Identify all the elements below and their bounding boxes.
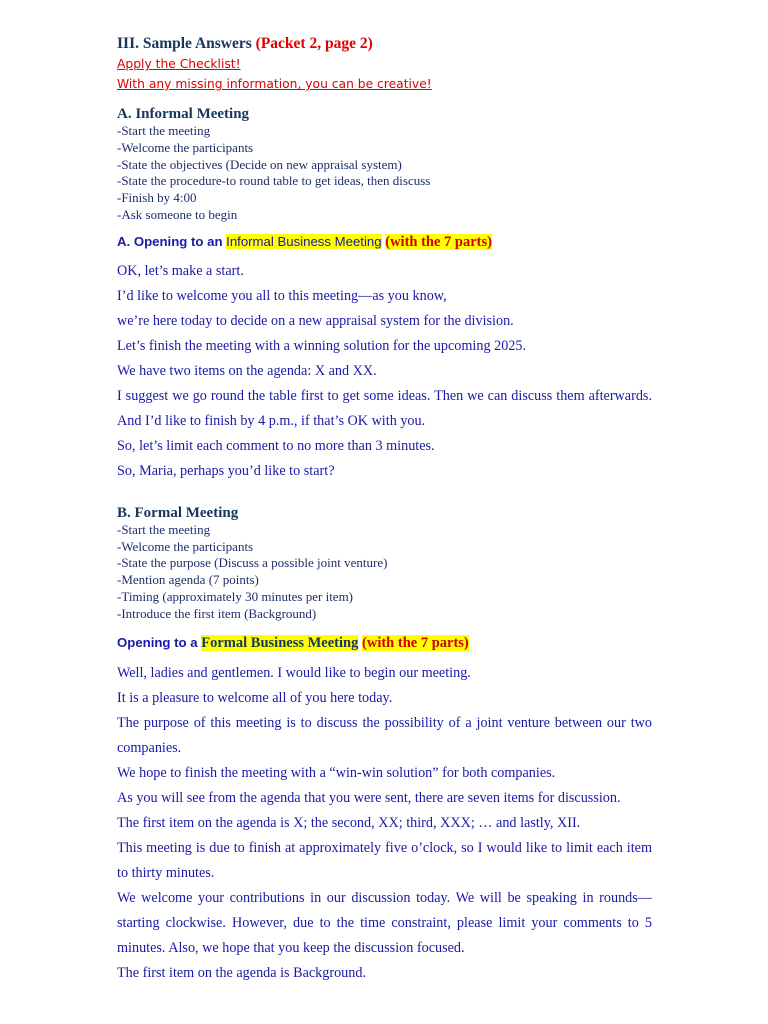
title-text: III. Sample Answers bbox=[117, 35, 252, 52]
checklist-item: -Introduce the first item (Background) bbox=[117, 605, 317, 621]
script-line: OK, let’s make a start. bbox=[117, 262, 244, 279]
script-line: Well, ladies and gentlemen. I would like to begin our meeting. bbox=[117, 664, 471, 681]
script-line: This meeting is due to finish at approximately five o’clock, so I would like to limit each item to thirty minutes. bbox=[117, 839, 652, 881]
script-line: It is a pleasure to welcome all of you here today. bbox=[117, 689, 393, 706]
script-line: So, let’s limit each comment to no more than 3 minutes. bbox=[117, 437, 435, 454]
section-a-heading: A. Informal Meeting bbox=[117, 106, 250, 122]
document-page bbox=[117, 33, 652, 986]
creative-note: With any missing information, you can be creative! bbox=[117, 77, 432, 91]
opening-prefix: A. Opening to an bbox=[117, 233, 227, 249]
script-line: we’re here today to decide on a new appraisal system for the division. bbox=[117, 312, 514, 329]
checklist-item: -State the procedure-to round table to get ideas, then discuss bbox=[117, 173, 431, 189]
script-line: We welcome your contributions in our discussion today. We will be speaking in rounds—starting clockwise. However, due to the time constraint, please limit your comments to 5 minutes. Also, we hope that you keep the discussion focused. bbox=[117, 889, 652, 956]
seven-parts-label: (with the 7 parts) bbox=[385, 233, 492, 250]
checklist-item: -Welcome the participants bbox=[117, 139, 254, 155]
highlighted-meeting-type: Formal Business Meeting bbox=[201, 634, 359, 651]
checklist-item: -Ask someone to begin bbox=[117, 206, 238, 222]
script-line: The purpose of this meeting is to discuss the possibility of a joint venture between our two companies. bbox=[117, 714, 652, 756]
opening-prefix: Opening to a bbox=[117, 634, 202, 650]
section-a-script bbox=[117, 259, 652, 484]
section-b-heading: B. Formal Meeting bbox=[117, 504, 239, 521]
page-title bbox=[117, 33, 652, 54]
script-line: The first item on the agenda is X; the second, XX; third, XXX; … and lastly, XII. bbox=[117, 814, 581, 831]
script-line: The first item on the agenda is Background. bbox=[117, 964, 367, 981]
highlighted-meeting-type: Informal Business Meeting bbox=[226, 233, 382, 249]
script-line: I suggest we go round the table first to get some ideas. Then we can discuss them afterwards. And I’d like to finish by 4 p.m., if that’s OK with you. bbox=[117, 387, 652, 429]
checklist-item: -Timing (approximately 30 minutes per item) bbox=[117, 588, 354, 604]
checklist-item: -Finish by 4:00 bbox=[117, 190, 197, 206]
section-a-checklist bbox=[117, 123, 652, 224]
seven-parts-label: (with the 7 parts) bbox=[362, 634, 469, 651]
checklist-item: -Mention agenda (7 points) bbox=[117, 572, 259, 588]
checklist-item: -State the purpose (Discuss a possible joint venture) bbox=[117, 555, 388, 571]
packet-reference: (Packet 2, page 2) bbox=[255, 35, 373, 52]
section-b-opening-heading bbox=[117, 633, 652, 653]
script-line: We hope to finish the meeting with a “win-win solution” for both companies. bbox=[117, 764, 556, 781]
script-line: So, Maria, perhaps you’d like to start? bbox=[117, 462, 335, 479]
section-a-opening-heading bbox=[117, 232, 652, 252]
checklist-item: -State the objectives (Decide on new appraisal system) bbox=[117, 156, 402, 172]
checklist-item: -Start the meeting bbox=[117, 123, 211, 138]
section-b-checklist bbox=[117, 522, 652, 623]
script-line: I’d like to welcome you all to this meeting—as you know, bbox=[117, 287, 447, 304]
section-b-script bbox=[117, 661, 652, 986]
checklist-note: Apply the Checklist! bbox=[117, 57, 241, 71]
script-line: We have two items on the agenda: X and XX. bbox=[117, 362, 377, 379]
script-line: As you will see from the agenda that you were sent, there are seven items for discussion. bbox=[117, 789, 621, 806]
checklist-item: -Welcome the participants bbox=[117, 538, 254, 554]
script-line: Let’s finish the meeting with a winning solution for the upcoming 2025. bbox=[117, 337, 527, 354]
checklist-item: -Start the meeting bbox=[117, 521, 211, 537]
